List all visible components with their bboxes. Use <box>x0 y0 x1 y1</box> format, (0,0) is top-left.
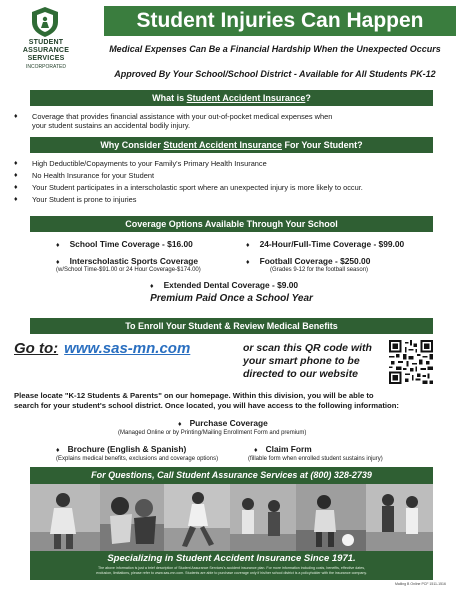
coverage-text: Interscholastic Sports Coverage <box>69 256 199 266</box>
paragraph-text: Please locate "K-12 Students & Parents" on our homepage. Within this division, you will be able to <box>14 391 374 400</box>
company-logo <box>6 6 86 72</box>
diamond-bullet-icon: ♦ <box>150 283 154 290</box>
qr-text: directed to our website <box>243 368 358 380</box>
coverage-text: 24-Hour/Full-Time Coverage - $99.00 <box>259 239 405 249</box>
coverage-full-time <box>246 239 404 249</box>
bullet-item <box>14 171 454 180</box>
logo-text-1: STUDENT <box>28 39 64 46</box>
heading-text: ? <box>305 93 311 103</box>
option-claim <box>254 444 312 454</box>
photo-basketball-icon <box>366 484 433 551</box>
section-heading-coverage: Coverage Options Available Through Your School <box>30 216 433 232</box>
coverage-text: Extended Dental Coverage - $9.00 <box>163 280 299 290</box>
disclaimer-text: The above information is just a brief description of Student Assurance Services's accident insurance plan. For more information including costs, benefits, effective dates, <box>97 566 366 570</box>
photo-player-icon <box>30 484 100 551</box>
diamond-bullet-icon: ♦ <box>14 113 18 120</box>
diamond-bullet-icon: ♦ <box>56 259 60 266</box>
goto-label: Go to: <box>14 340 59 357</box>
page-title: Student Injuries Can Happen <box>104 6 456 36</box>
sports-photo-strip <box>30 484 433 551</box>
photo-football-icon <box>100 484 164 551</box>
diamond-bullet-icon: ♦ <box>246 259 250 266</box>
questions-bar: For Questions, Call Student Assurance Services at (800) 328-2739 <box>30 467 433 484</box>
option-claim-note: (fillable form when enrolled student sustains injury) <box>248 456 383 462</box>
bullet-text: No Health Insurance for your Student <box>32 171 155 180</box>
website-link[interactable]: www.sas-mn.com <box>64 340 191 357</box>
photo-gym-icon <box>230 484 296 551</box>
coverage-football <box>246 256 370 266</box>
bullet-item <box>14 183 454 192</box>
coverage-school-time <box>56 239 193 249</box>
premium-note: Premium Paid Once a School Year <box>150 293 313 304</box>
logo-text-2: ASSURANCE <box>22 47 70 54</box>
diamond-bullet-icon: ♦ <box>14 172 18 179</box>
coverage-football-note: (Grades 9-12 for the football season) <box>270 267 369 273</box>
instructions-paragraph <box>14 391 454 411</box>
diamond-bullet-icon: ♦ <box>178 421 182 428</box>
photo-track-icon <box>164 484 230 551</box>
subtitle-hardship: Medical Expenses Can Be a Financial Hardship When the Unexpected Occurs <box>109 44 441 54</box>
heading-text: What is <box>152 93 187 103</box>
coverage-sports-note: (w/School Time-$91.00 or 24 Hour Coverage-$174.00) <box>56 267 201 273</box>
coverage-dental <box>150 280 298 290</box>
option-text: Purchase Coverage <box>189 418 268 428</box>
bullet-item <box>14 159 454 168</box>
option-purchase-note: (Managed Online or by Printing/Mailing Enrollment Form and premium) <box>118 430 307 436</box>
option-brochure <box>56 444 186 454</box>
diamond-bullet-icon: ♦ <box>14 160 18 167</box>
heading-underlined-text: Student Accident Insurance <box>186 93 306 103</box>
diamond-bullet-icon: ♦ <box>56 242 60 249</box>
heading-text: For Your Student? <box>282 140 363 150</box>
photo-soccer-icon <box>296 484 366 551</box>
diamond-bullet-icon: ♦ <box>254 447 258 454</box>
heading-underlined-text: Student Accident Insurance <box>163 140 283 150</box>
coverage-text: Football Coverage - $250.00 <box>259 256 371 266</box>
section-heading-why <box>30 137 433 153</box>
bullet-text: Your Student is prone to injuries <box>32 195 137 204</box>
specializing-text: Specializing in Student Accident Insurance Since 1971. <box>107 553 356 564</box>
diamond-bullet-icon: ♦ <box>14 196 18 203</box>
qr-text: or scan this QR code with <box>243 342 372 354</box>
shield-logo-icon <box>30 6 60 38</box>
goto-line <box>14 340 190 357</box>
paragraph-text: search for your student's school district. Once located, you will have access to the following information: <box>14 401 399 410</box>
coverage-text: School Time Coverage - $16.00 <box>69 239 193 249</box>
diamond-bullet-icon: ♦ <box>14 184 18 191</box>
disclaimer-text: exclusion, limitations, please refer to www.sas-mn.com. Students are able to purchase coverage only if his/her school district is a policyholder with the insurance company. <box>96 571 367 575</box>
bullet-text: your student sustains an accidental bodily injury. <box>32 121 191 130</box>
subtitle-approved: Approved By Your School/School District - Available for All Students PK-12 <box>114 69 436 79</box>
form-code: Mailing B Online PCF 1511-1516 <box>395 582 446 586</box>
heading-text: Why Consider <box>100 140 164 150</box>
bullet-text: Coverage that provides financial assistance with your out-of-pocket medical expenses when <box>32 112 333 121</box>
bullet-text: Your Student participates in a interscholastic sport where an unexpected injury is more likely to occur. <box>32 183 363 192</box>
bullet-item <box>14 195 454 204</box>
section-heading-what-is <box>30 90 433 106</box>
diamond-bullet-icon: ♦ <box>56 447 60 454</box>
qr-code-icon[interactable] <box>389 340 433 384</box>
logo-text-4: INCORPORATED <box>26 64 66 70</box>
qr-text: your smart phone to be <box>243 355 360 367</box>
specializing-bar <box>30 551 433 580</box>
bullet-text: High Deductible/Copayments to your Family's Primary Health Insurance <box>32 159 267 168</box>
qr-instructions <box>243 342 383 381</box>
option-text: Brochure (English & Spanish) <box>67 444 187 454</box>
section-heading-enroll: To Enroll Your Student & Review Medical Benefits <box>30 318 433 334</box>
disclaimer <box>38 566 425 576</box>
bullet-item <box>14 112 454 130</box>
option-purchase <box>178 418 268 428</box>
coverage-sports <box>56 256 198 266</box>
diamond-bullet-icon: ♦ <box>246 242 250 249</box>
logo-text-3: SERVICES <box>27 55 65 62</box>
option-text: Claim Form <box>265 444 312 454</box>
option-brochure-note: (Explains medical benefits, exclusions and coverage options) <box>56 456 219 462</box>
